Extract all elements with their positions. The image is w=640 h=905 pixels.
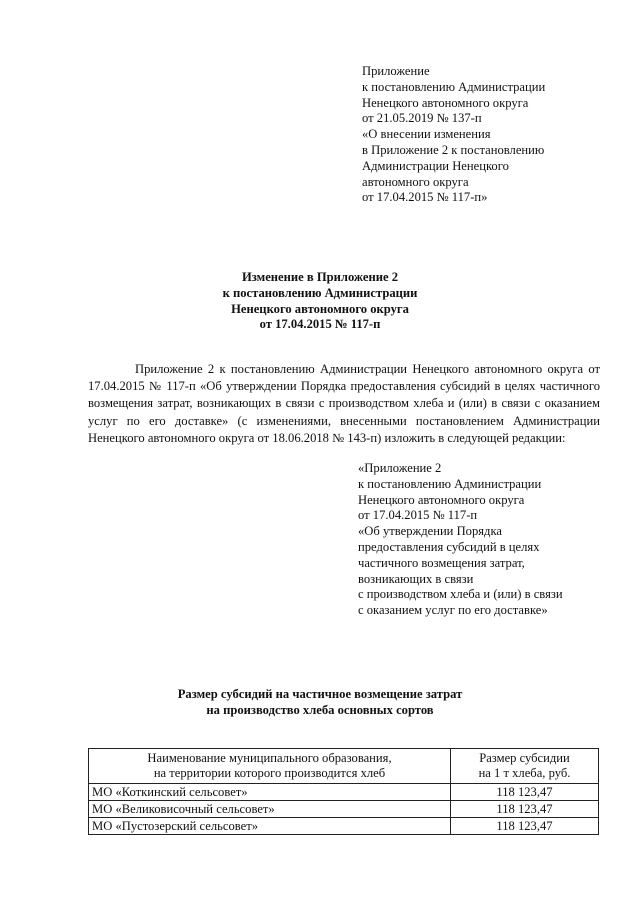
header-text: на 1 т хлеба, руб. — [478, 766, 571, 780]
table-row — [89, 801, 599, 818]
header-text: Размер субсидии — [479, 751, 570, 765]
table-row — [89, 818, 599, 835]
document-title — [0, 270, 640, 333]
quote-line: от 17.04.2015 № 117-п — [358, 508, 478, 523]
body-text — [88, 361, 600, 447]
title-line: к постановлению Администрации — [222, 285, 418, 300]
quoted-appendix-header — [358, 461, 608, 619]
title-line: Ненецкого автономного округа — [231, 301, 409, 316]
amount-cell: 118 123,47 — [451, 784, 599, 801]
table-title-line: на производство хлеба основных сортов — [206, 703, 434, 717]
body-paragraph: Приложение 2 к постановлению Администрации Ненецкого автономного округа от 17.04.2015 № 117-п «Об утверждении Порядка предоставления субсидий в целях частичного возмещения затрат, возникающих в связи с производством хлеба и (или) в связи с оказанием услуг по его доставке» (с изменениями, внесенными постановлением Администрации Ненецкого автономного округа от 18.06.2018 № 143-п) изложить в следующей редакции: — [88, 362, 600, 445]
header-line: от 21.05.2019 № 137-п — [362, 111, 482, 126]
column-header-amount — [451, 749, 599, 784]
quote-line: частичного возмещения затрат, — [358, 555, 525, 570]
quote-line: к постановлению Администрации — [358, 476, 542, 491]
header-line: Ненецкого автономного округа — [362, 95, 529, 110]
table-header-row — [89, 749, 599, 784]
quote-line: Ненецкого автономного округа — [358, 492, 525, 507]
municipality-cell: МО «Великовисочный сельсовет» — [89, 801, 451, 818]
quote-line: с оказанием услуг по его доставке» — [358, 603, 548, 618]
header-line: «О внесении изменения — [362, 127, 491, 142]
table-row — [89, 784, 599, 801]
table-title — [0, 686, 640, 718]
quote-line: «Об утверждении Порядка — [358, 524, 502, 539]
quote-line: «Приложение 2 — [358, 461, 442, 475]
column-header-municipality — [89, 749, 451, 784]
header-text: на территории которого производится хлеб — [153, 766, 386, 780]
header-line: Приложение — [362, 64, 430, 78]
title-line: Изменение в Приложение 2 — [241, 270, 399, 284]
header-line: к постановлению Администрации — [362, 79, 546, 94]
header-line: от 17.04.2015 № 117-п» — [362, 190, 488, 205]
subsidy-table — [88, 748, 599, 835]
header-line: автономного округа — [362, 174, 469, 189]
appendix-header — [362, 64, 622, 206]
quote-line: возникающих в связи — [358, 571, 474, 586]
quote-line: предоставления субсидий в целях — [358, 539, 540, 554]
municipality-cell: МО «Пустозерский сельсовет» — [89, 818, 451, 835]
table-title-line: Размер субсидий на частичное возмещение затрат — [177, 687, 463, 701]
municipality-cell: МО «Коткинский сельсовет» — [89, 784, 451, 801]
amount-cell: 118 123,47 — [451, 801, 599, 818]
header-text: Наименование муниципального образования, — [147, 751, 392, 765]
title-line: от 17.04.2015 № 117-п — [259, 317, 381, 332]
header-line: Администрации Ненецкого — [362, 158, 509, 173]
quote-line: с производством хлеба и (или) в связи — [358, 587, 563, 602]
header-line: в Приложение 2 к постановлению — [362, 142, 545, 157]
amount-cell: 118 123,47 — [451, 818, 599, 835]
